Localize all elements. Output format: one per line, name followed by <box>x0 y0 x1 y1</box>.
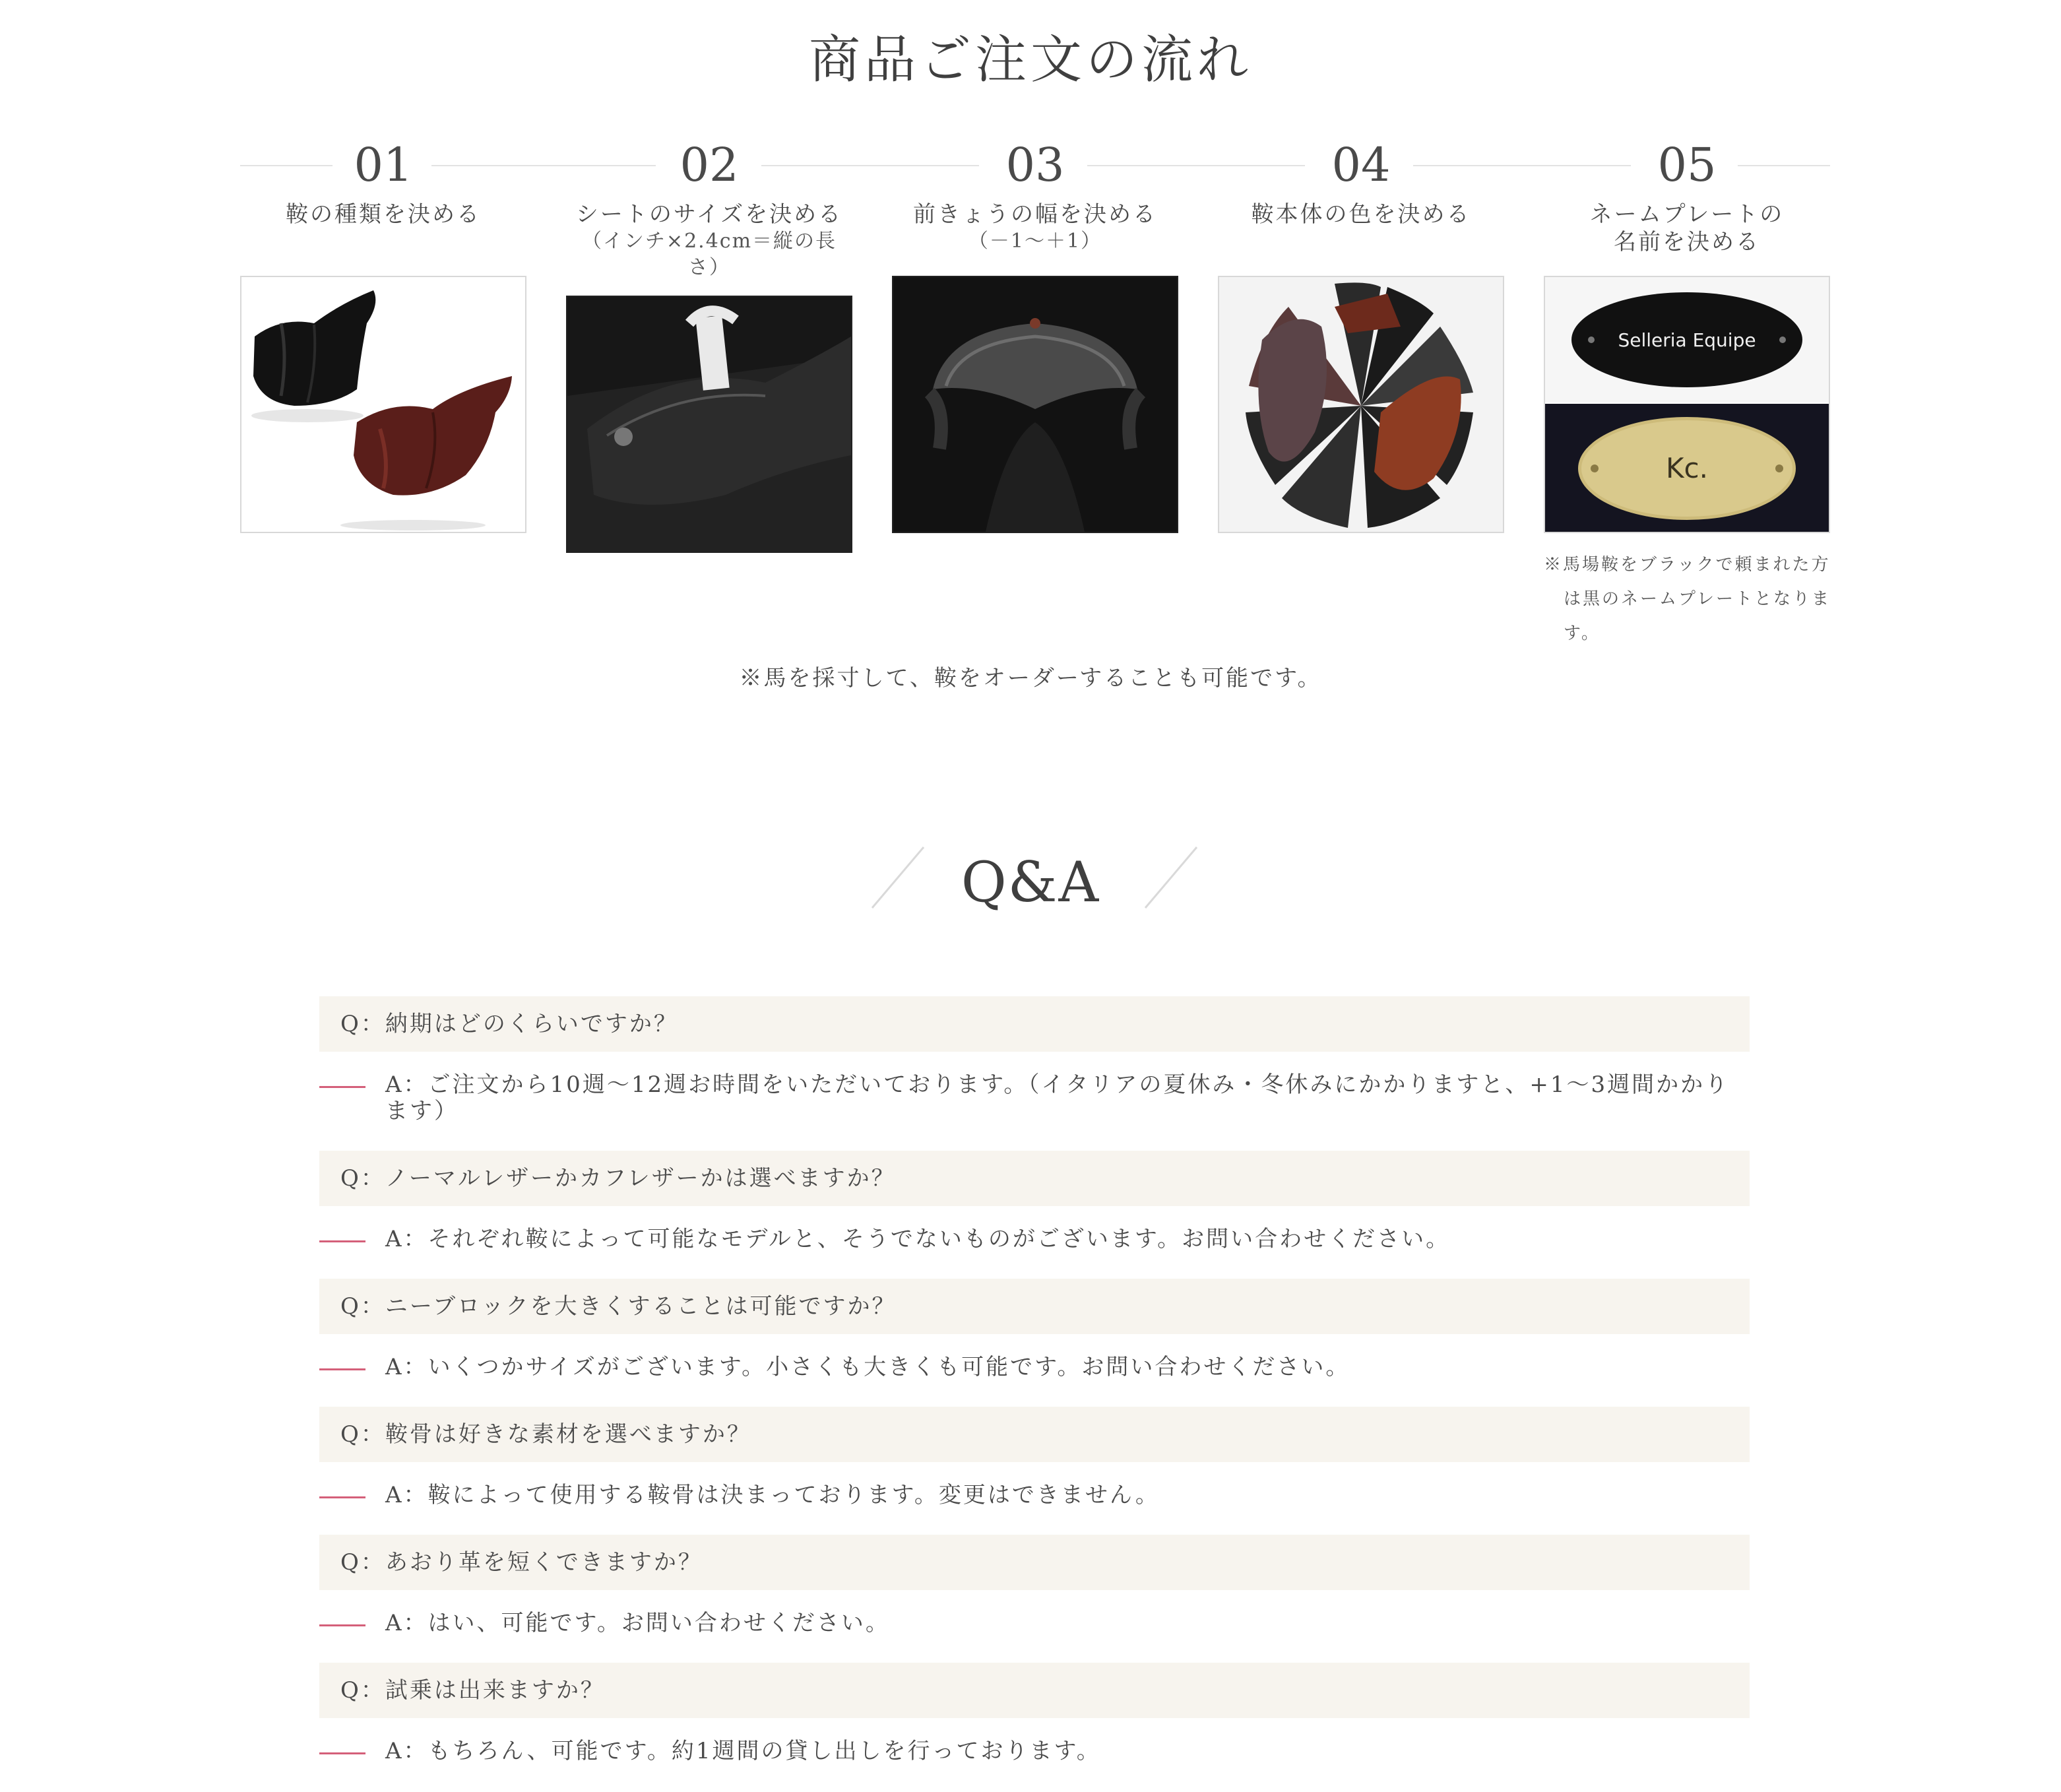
qa-item <box>319 1663 1750 1764</box>
answer: A：それぞれ鞍によって可能なモデルと、そうでないものがございます。お問い合わせください。 <box>385 1226 1451 1252</box>
note-line: ※馬場鞍をブラックで頼まれた方 <box>1544 555 1831 575</box>
order-note: ※馬を採寸して、鞍をオーダーすることも可能です。 <box>739 665 1322 691</box>
plate-black-text: Selleria Equipe <box>1618 329 1756 351</box>
question: Q：鞍骨は好きな素材を選べますか？ <box>319 1407 1750 1462</box>
answer-row <box>319 1590 1750 1636</box>
step-number: 02 <box>680 138 739 192</box>
qa-item <box>319 1279 1750 1380</box>
answer-row <box>319 1462 1750 1508</box>
answer: A：ご注文から10週～12週お時間をいただいております。（イタリアの夏休み・冬休みにかかりますと、+1～3週間かかります） <box>385 1072 1730 1124</box>
plate-gold-text: Kc. <box>1666 452 1708 484</box>
order-steps <box>240 139 1830 653</box>
answer-dash <box>319 1368 365 1370</box>
step-title: 前きょうの幅を決める <box>913 201 1157 228</box>
answer: A：いくつかサイズがございます。小さくも大きくも可能です。お問い合わせください。 <box>385 1354 1350 1380</box>
front-width-image <box>892 276 1178 533</box>
name-plate-image <box>1544 276 1830 533</box>
slash-decoration-right <box>1141 845 1201 911</box>
answer-row <box>319 1718 1750 1764</box>
question: Q：ノーマルレザーかカフレザーかは選べますか？ <box>319 1151 1750 1206</box>
step-number: 03 <box>1005 138 1065 192</box>
answer-row <box>319 1206 1750 1252</box>
saddle-types-image <box>240 276 526 533</box>
step-title: ネームプレートの名前を決める <box>1589 201 1785 255</box>
note-line: は黒のネームプレートとなりま <box>1564 589 1831 609</box>
note-line: す。 <box>1564 624 1601 643</box>
page-title: 商品ご注文の流れ <box>808 30 1252 90</box>
answer-row <box>319 1334 1750 1380</box>
answer: A：鞍によって使用する鞍骨は決まっております。変更はできません。 <box>385 1482 1160 1508</box>
step-title: シートのサイズを決める <box>575 201 843 228</box>
qa-header <box>0 845 2061 924</box>
step-number: 01 <box>354 138 413 192</box>
leather-color-image <box>1218 276 1504 533</box>
qa-list <box>319 996 1750 1791</box>
question: Q：ニーブロックを大きくすることは可能ですか？ <box>319 1279 1750 1334</box>
qa-item <box>319 996 1750 1124</box>
answer-dash <box>319 1496 365 1498</box>
step-subtitle: （－1～＋1） <box>968 230 1102 253</box>
seat-size-image <box>566 296 852 553</box>
answer-dash <box>319 1624 365 1626</box>
step-subtitle: （インチ×2.4cm＝縦の長さ） <box>581 230 837 279</box>
qa-item <box>319 1407 1750 1508</box>
name-plate-note <box>1544 548 1834 651</box>
answer: A：もちろん、可能です。約1週間の貸し出しを行っております。 <box>385 1738 1101 1764</box>
question: Q：試乗は出来ますか？ <box>319 1663 1750 1718</box>
qa-title: Q&A <box>961 850 1100 914</box>
answer-dash <box>319 1240 365 1242</box>
question: Q：納期はどのくらいですか？ <box>319 996 1750 1052</box>
qa-item <box>319 1151 1750 1252</box>
step-title: 鞍本体の色を決める <box>1251 201 1471 228</box>
answer: A：はい、可能です。お問い合わせください。 <box>385 1610 890 1636</box>
qa-item <box>319 1535 1750 1636</box>
answer-dash <box>319 1086 365 1088</box>
question: Q：あおり革を短くできますか？ <box>319 1535 1750 1590</box>
step-number: 05 <box>1657 138 1717 192</box>
answer-row <box>319 1052 1750 1124</box>
step-title: 鞍の種類を決める <box>286 201 481 228</box>
step-number: 04 <box>1331 138 1391 192</box>
answer-dash <box>319 1752 365 1754</box>
